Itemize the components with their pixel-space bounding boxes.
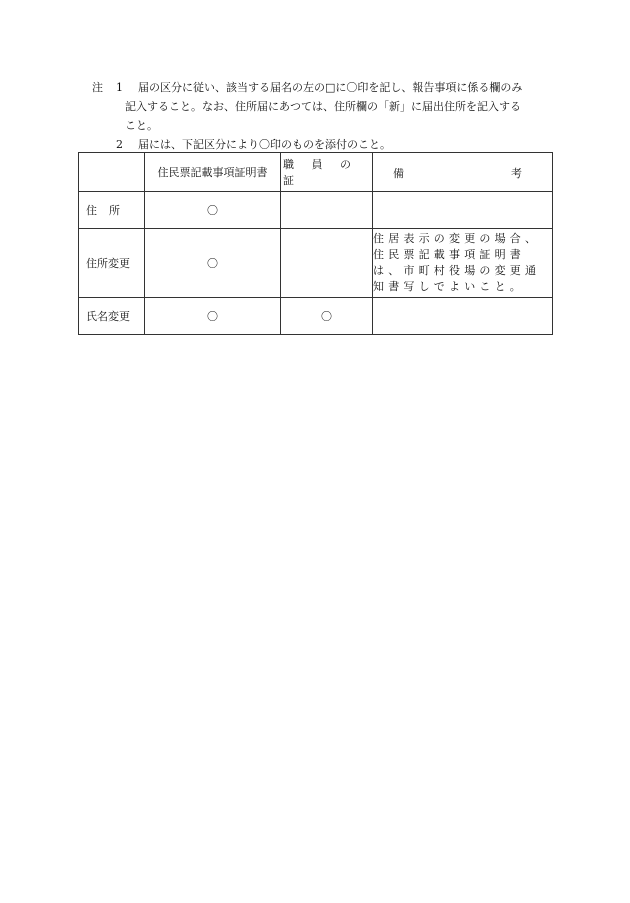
header-remarks-char-2: 考	[511, 167, 522, 180]
table-row	[79, 192, 553, 229]
header-empty-cell	[79, 153, 145, 192]
table-header-row	[79, 153, 553, 192]
resident-certificate-mark: 〇	[145, 192, 281, 229]
note-2-number: 2	[116, 138, 123, 151]
note-1-line-3	[92, 116, 562, 135]
note-1-text-line-3: こと。	[125, 119, 158, 132]
row-label-address-change: 住所変更	[79, 229, 145, 298]
resident-certificate-mark: 〇	[145, 229, 281, 298]
note-1-text-line-2: 記入すること。なお、住所届にあつては、住所欄の「新」に届出住所を記入する	[125, 100, 521, 113]
remarks-cell	[373, 298, 553, 335]
note-1-line-1	[92, 78, 562, 97]
notes-section	[92, 78, 562, 154]
notes-prefix: 注	[92, 81, 103, 94]
header-staff-certificate: 職 員 の 証	[281, 153, 373, 192]
note-2-text-line-1: 届には、下記区分により〇印のものを添付のこと。	[138, 138, 391, 151]
table-row	[79, 229, 553, 298]
row-label-address: 住所	[79, 192, 145, 229]
attachment-table	[78, 152, 553, 335]
header-remarks-char-1: 備	[393, 167, 404, 180]
row-label-name-change: 氏名変更	[79, 298, 145, 335]
staff-certificate-mark	[281, 229, 373, 298]
staff-certificate-mark	[281, 192, 373, 229]
resident-certificate-mark: 〇	[145, 298, 281, 335]
note-1-number: 1	[116, 81, 123, 94]
remarks-cell	[373, 192, 553, 229]
note-1-line-2	[92, 97, 562, 116]
note-1-text-line-1: 届の区分に従い、該当する届名の左の□に〇印を記し、報告事項に係る欄のみ	[138, 81, 523, 94]
header-remarks	[373, 153, 553, 192]
header-resident-certificate: 住民票記載事項証明書	[145, 153, 281, 192]
remarks-cell: 住居表示の変更の場合、住民票記載事項証明書は、市町村役場の変更通知書写しでよいこと。	[373, 229, 553, 298]
staff-certificate-mark: 〇	[281, 298, 373, 335]
table-row	[79, 298, 553, 335]
